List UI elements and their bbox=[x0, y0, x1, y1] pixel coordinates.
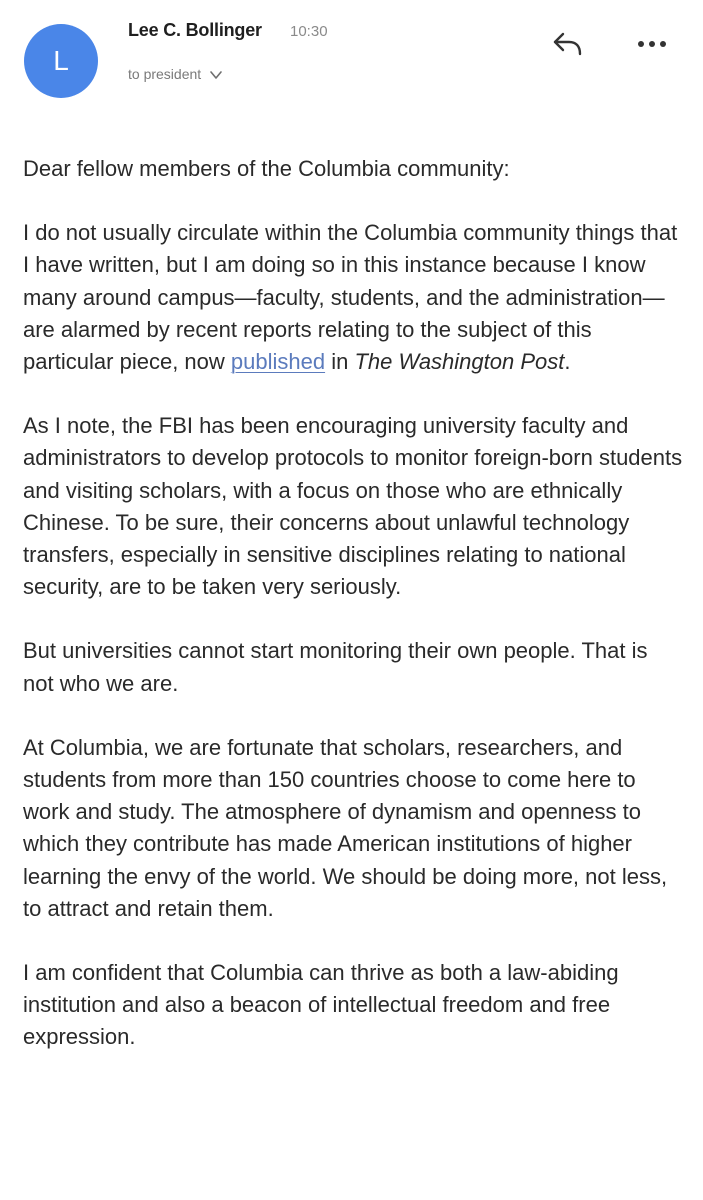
recipient-label: to president bbox=[128, 65, 202, 82]
timestamp: 10:30 bbox=[290, 23, 328, 40]
avatar[interactable] bbox=[24, 24, 98, 98]
recipient-details-toggle[interactable] bbox=[128, 65, 223, 82]
reply-button[interactable] bbox=[548, 28, 588, 60]
published-link[interactable]: published bbox=[230, 349, 326, 375]
paragraph-1: I do not usually circulate within the Columbia community things that I have written, but I am doing so in this instance because I know many around campus—faculty, students, and the administration—are alarmed by recent reports relating to the subject of this particular piece, now published in The Washington Post. bbox=[23, 220, 678, 375]
avatar-letter: L bbox=[53, 45, 69, 76]
more-options-button[interactable] bbox=[632, 32, 672, 56]
reply-arrow-icon bbox=[551, 30, 585, 58]
email-body bbox=[23, 153, 683, 1086]
paragraph-3: But universities cannot start monitoring their own people. That is not who we are. bbox=[23, 638, 648, 696]
paragraph-4: At Columbia, we are fortunate that scholars, researchers, and students from more than 150 countries choose to come here to work and study. The atmosphere of dynamism and openness to which they contribute has made American institutions of higher learning the envy of the world. We should be doing more, not less, to attract and retain them. bbox=[23, 734, 668, 921]
sender-name[interactable]: Lee C. Bollinger bbox=[128, 20, 262, 40]
paragraph-5: I am confident that Columbia can thrive as both a law-abiding institution and also a beacon of intellectual freedom and free expression. bbox=[23, 960, 619, 1050]
more-horizontal-icon bbox=[637, 40, 667, 48]
publication-name: The Washington Post bbox=[354, 349, 565, 375]
email-header bbox=[0, 0, 703, 120]
chevron-down-icon bbox=[209, 68, 223, 82]
greeting: Dear fellow members of the Columbia community: bbox=[23, 156, 510, 181]
paragraph-2: As I note, the FBI has been encouraging university faculty and administrators to develop protocols to monitor foreign-born students and visiting scholars, with a focus on those who are ethnically Chinese. To be sure, their concerns about unlawful technology transfers, especially in sensitive disciplines relating to national security, are to be taken very seriously. bbox=[23, 413, 683, 600]
